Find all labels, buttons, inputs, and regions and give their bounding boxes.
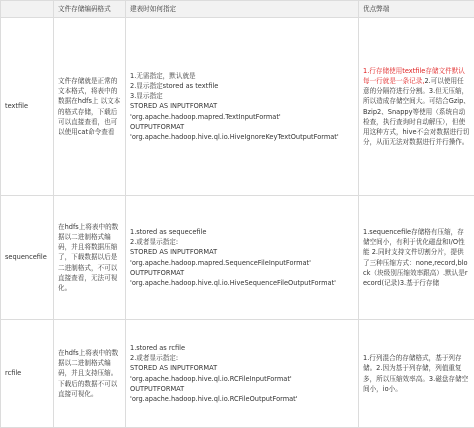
syntax-line: STORED AS INPUTFORMAT [130, 101, 354, 111]
syntax-line: OUTPUTFORMAT [130, 122, 354, 132]
create-syntax-cell [126, 320, 359, 428]
row-name-cell: rcfile [1, 320, 54, 428]
table-row-sequencefile [1, 196, 474, 320]
highlighted-note: 1.行存储使用textfile存储文件默认每一行就是一条记录, [363, 67, 465, 85]
syntax-line: 2.或者显示指定: [130, 237, 354, 247]
syntax-line: 1.无需指定，默认就是 [130, 71, 354, 81]
syntax-line: STORED AS INPUTFORMAT [130, 247, 354, 257]
syntax-line: 2.显示指定stored as textfile [130, 81, 354, 91]
syntax-line: OUTPUTFORMAT [130, 268, 354, 278]
table-row-textfile [1, 18, 474, 196]
header-row [1, 1, 474, 18]
format-description-cell: 在hdfs上将表中的数据以二进制格式编码，并且将数据压缩了，下载数据以后是二进制格式，不可以直接查看，无法可视化。 [54, 196, 126, 320]
row-name-cell: textfile [1, 18, 54, 196]
syntax-line: 'org.apache.hadoop.hive.ql.io.HiveSequenceFileOutputFormat' [130, 278, 354, 288]
header-cell-format: 文件存储编码格式 [54, 1, 126, 18]
header-cell-pros: 优点弊端 [359, 1, 474, 18]
pros-cons-text: 2.可以使用任意的分隔符进行分割。3.但无压缩，所以造成存储空间大。可结合Gzip、Bzip2、Snappy等使用（系统自动检查，执行查询时自动解压），但使用这种方式，hive不会对数据进行切分，从而无法对数据进行并行操作。 [363, 77, 470, 146]
pros-cons-cell [359, 18, 474, 196]
syntax-line: OUTPUTFORMAT [130, 384, 354, 394]
syntax-line: 'org.apache.hadoop.mapred.TextInputFormat' [130, 112, 354, 122]
create-syntax-cell [126, 18, 359, 196]
syntax-line: 2.或者显示指定: [130, 353, 354, 363]
syntax-line: 'org.apache.hadoop.hive.ql.io.RCFileOutputFormat' [130, 394, 354, 404]
create-syntax-cell [126, 196, 359, 320]
syntax-line: 1.stored as sequecefile [130, 227, 354, 237]
format-description-cell: 文件存储就是正常的文本格式，将表中的数据在hdfs上 以文本的格式存储，下载后可以直接查看，也可以使用cat命令查看 [54, 18, 126, 196]
header-cell-blank [1, 1, 54, 18]
table-row-rcfile [1, 320, 474, 428]
syntax-line: 'org.apache.hadoop.hive.ql.io.RCFileInputFormat' [130, 374, 354, 384]
header-cell-create: 建表时如何指定 [126, 1, 359, 18]
syntax-line: 'org.apache.hadoop.hive.ql.io.HiveIgnoreKeyTextOutputFormat' [130, 132, 354, 142]
syntax-line: 1.stored as rcfile [130, 343, 354, 353]
pros-cons-cell: 1.行列混合的存储格式，基于列存储。2.因为基于列存储，列值重复多，所以压缩效率高。3.磁盘存储空间小，io小。 [359, 320, 474, 428]
pros-cons-cell: 1.sequencefile存储格有压缩，存储空间小，有利于优化磁盘和I/O性能 2.同时支持文件切割分片，提供了三种压缩方式：none,record,block（块级别压缩效率跟高）.默认是record(记录)3.基于行存储 [359, 196, 474, 320]
syntax-line: 'org.apache.hadoop.mapred.SequenceFileInputFormat' [130, 258, 354, 268]
syntax-line: 3.显示指定 [130, 91, 354, 101]
syntax-line: STORED AS INPUTFORMAT [130, 363, 354, 373]
format-description-cell: 在hdfs上将表中的数据以二进制格式编码，并且支持压缩。下载后的数据不可以直接可视化。 [54, 320, 126, 428]
row-name-cell: sequencefile [1, 196, 54, 320]
